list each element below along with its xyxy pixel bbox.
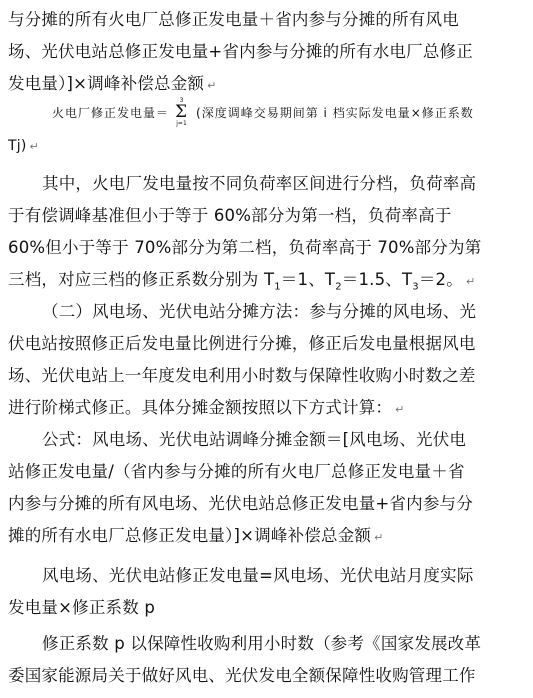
summation-icon: 3 Σ j=1: [175, 97, 189, 127]
summation-lower-limit: j=1: [176, 120, 187, 127]
summation-upper-limit: 3: [179, 97, 184, 104]
text-line: 摊的所有水电厂总修正发电量）]×调峰补偿总金额 ↵: [8, 526, 384, 545]
text-line: 站修正发电量/（省内参与分摊的所有火电厂总修正发电量＋省: [8, 462, 465, 481]
text-line: 与分摊的所有火电厂总修正发电量＋省内参与分摊的所有风电: [8, 10, 459, 29]
formula-rhs: (深度调峰交易期间第 i 档实际发电量×修正系数: [196, 106, 474, 120]
text-line: 其中，火电厂发电量按不同负荷率区间进行分档，负荷率高: [42, 174, 477, 193]
text-line: 风电场、光伏电站修正发电量=风电场、光伏电站月度实际: [42, 566, 474, 585]
text-line: 公式：风电场、光伏电站调峰分摊金额＝[风电场、光伏电: [42, 430, 467, 449]
text-line: 修正系数 p 以保障性收购利用小时数（参考《国家发展改革: [42, 634, 482, 653]
formula-tail: Tj) ↵: [8, 138, 39, 154]
formula: [52, 98, 474, 127]
text-line: 委国家能源局关于做好风电、光伏发电全额保障性收购管理工作: [8, 666, 476, 685]
text-line: 进行阶梯式修正。具体分摊金额按照以下方式计算： ↵: [8, 398, 405, 417]
text-line: 场、光伏电站上一年度发电利用小时数与保障性收购小时数之差: [8, 366, 476, 385]
text-line: 场、光伏电站总修正发电量+省内参与分摊的所有水电厂总修正: [8, 42, 473, 61]
paragraph-mark-icon: ↵: [29, 140, 39, 153]
formula-lhs: 火电厂修正发电量＝: [52, 106, 170, 120]
text-line: 于有偿调峰基准但小于等于 60%部分为第一档，负荷率高于: [8, 206, 452, 225]
text-line: 发电量）]×调峰补偿总金额 ↵: [8, 74, 217, 93]
text-line: 三档，对应三档的修正系数分别为 $T_1=1$、$T_2=1.5$、$T_3=2$。 ↵: [8, 270, 476, 293]
text-line: （二）风电场、光伏电站分摊方法：参与分摊的风电场、光: [42, 302, 477, 321]
paragraph-mark-icon: ↵: [465, 275, 476, 288]
text-line: 发电量×修正系数 p: [8, 598, 156, 617]
text-line: 60%但小于等于 70%部分为第二档，负荷率高于 70%部分为第: [8, 238, 482, 257]
paragraph-mark-icon: ↵: [395, 403, 405, 416]
text-line: 内参与分摊的所有风电场、光伏电站总修正发电量+省内参与分: [8, 494, 473, 513]
paragraph-mark-icon: ↵: [207, 79, 217, 92]
paragraph-mark-icon: ↵: [374, 531, 384, 544]
text-line: 伏电站按照修正后发电量比例进行分摊，修正后发电量根据风电: [8, 334, 476, 353]
